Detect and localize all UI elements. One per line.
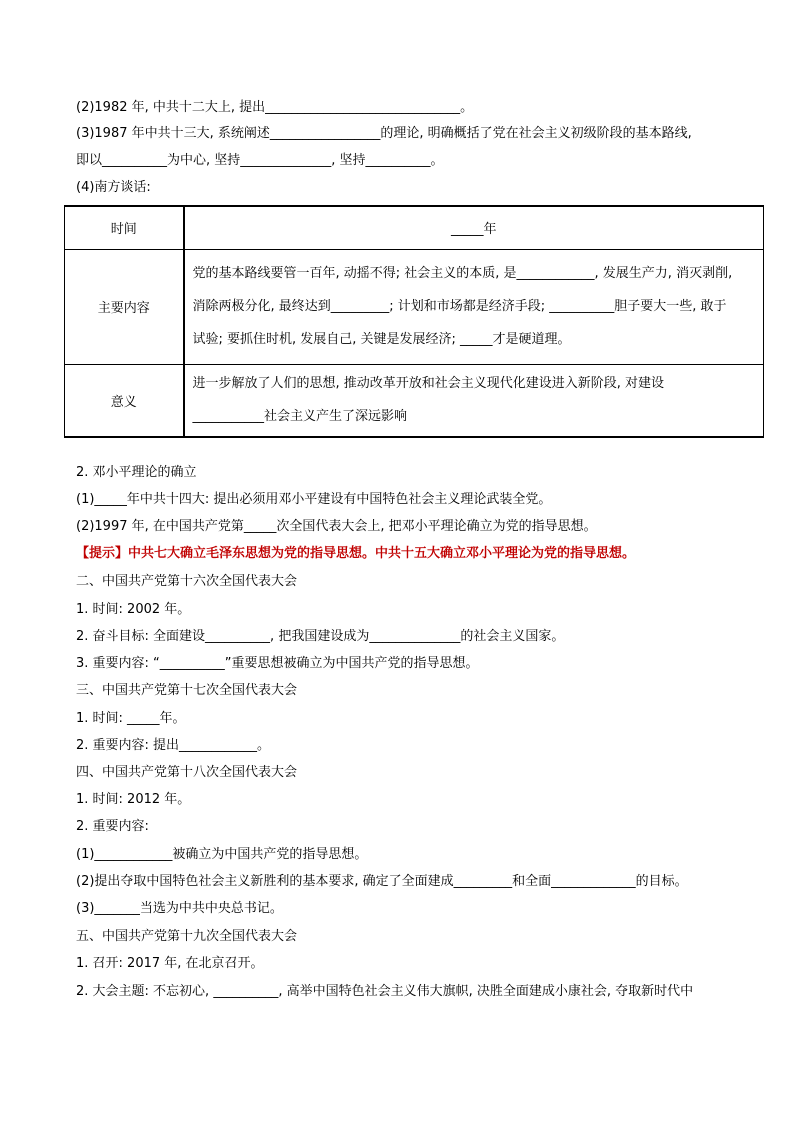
table-cell-label: 主要内容 xyxy=(65,249,184,364)
text-line: (2)1982 年, 中共十二大上, 提出______________________________。 xyxy=(76,100,474,115)
text-line: 2. 重要内容: xyxy=(76,819,149,834)
southern-talk-table xyxy=(64,205,764,438)
hint-line: 【提示】中共七大确立毛泽东思想为党的指导思想。中共十五大确立邓小平理论为党的指导思想。 xyxy=(76,546,636,561)
section-heading: 五、中国共产党第十九次全国代表大会 xyxy=(76,929,298,944)
text-line: 即以__________为中心, 坚持______________, 坚持__________。 xyxy=(76,153,444,168)
text-line: 1. 召开: 2017 年, 在北京召开。 xyxy=(76,956,264,971)
content-line: 试验; 要抓住时机, 发展自己, 关键是发展经济; _____才是硬道理。 xyxy=(192,332,571,347)
content-line: 消除两极分化, 最终达到_________; 计划和市场都是经济手段; __________胆子要大一些, 敢于 xyxy=(192,299,727,314)
text-line: (2)提出夺取中国特色社会主义新胜利的基本要求, 确定了全面建成_________和全面_____________的目标。 xyxy=(76,874,688,889)
text-line: (1)____________被确立为中国共产党的指导思想。 xyxy=(76,847,368,862)
table-cell-label: 时间 xyxy=(65,206,184,249)
table-cell-label: 意义 xyxy=(65,364,184,437)
text-line: (4)南方谈话: xyxy=(76,180,151,195)
text-line: 2. 重要内容: 提出____________。 xyxy=(76,738,271,753)
text-line: 2. 大会主题: 不忘初心, __________, 高举中国特色社会主义伟大旗帜, 决胜全面建成小康社会, 夺取新时代中 xyxy=(76,984,694,999)
content-line: 党的基本路线要管一百年, 动摇不得; 社会主义的本质, 是____________, 发展生产力, 消灭剥削, xyxy=(192,266,733,281)
section-heading: 三、中国共产党第十七次全国代表大会 xyxy=(76,683,298,698)
content-line: ___________社会主义产生了深远影响 xyxy=(192,409,408,425)
text-line: (3)_______当选为中共中央总书记。 xyxy=(76,901,283,916)
table-row xyxy=(65,206,764,249)
text-line: 1. 时间: _____年。 xyxy=(76,711,186,726)
content-line: 进一步解放了人们的思想, 推动改革开放和社会主义现代化建设进入新阶段, 对建设 xyxy=(192,376,665,392)
table-cell-content xyxy=(184,364,764,437)
text-line: (3)1987 年中共十三大, 系统阐述_________________的理论, 明确概括了党在社会主义初级阶段的基本路线, xyxy=(76,126,692,141)
text-line: 2. 奋斗目标: 全面建设__________, 把我国建设成为______________的社会主义国家。 xyxy=(76,629,565,644)
table-row xyxy=(65,249,764,364)
text-line: (1)_____年中共十四大: 提出必须用邓小平建设有中国特色社会主义理论武装全党。 xyxy=(76,492,552,507)
text-line: 1. 时间: 2012 年。 xyxy=(76,792,191,807)
text-line: 1. 时间: 2002 年。 xyxy=(76,602,191,617)
table-cell-content xyxy=(184,249,764,364)
table-cell-value: _____年 xyxy=(184,206,764,249)
section-heading: 2. 邓小平理论的确立 xyxy=(76,465,197,480)
section-heading: 四、中国共产党第十八次全国代表大会 xyxy=(76,765,298,780)
section-heading: 二、中国共产党第十六次全国代表大会 xyxy=(76,574,298,589)
text-line: 3. 重要内容: “__________”重要思想被确立为中国共产党的指导思想。 xyxy=(76,656,479,671)
table-row xyxy=(65,364,764,437)
text-line: (2)1997 年, 在中国共产党第_____次全国代表大会上, 把邓小平理论确立为党的指导思想。 xyxy=(76,519,597,534)
